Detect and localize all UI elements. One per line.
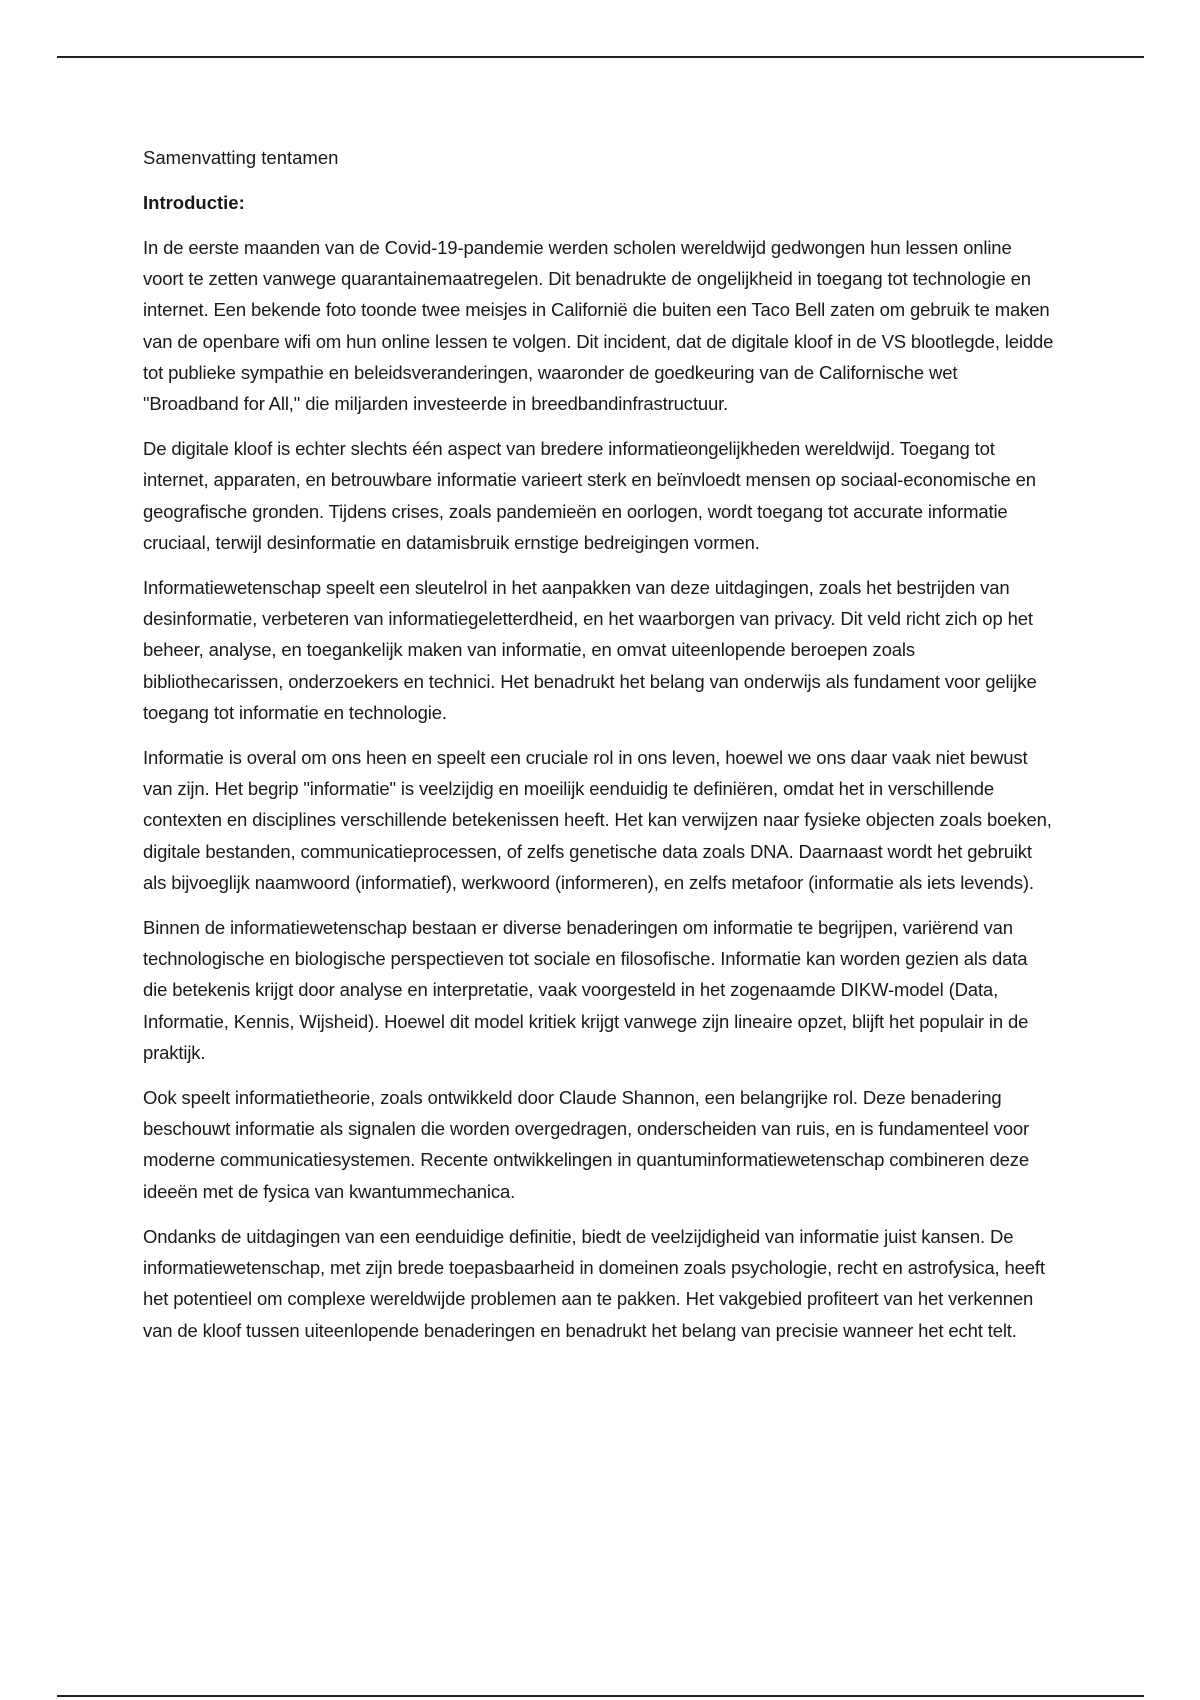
- paragraph-7: Ondanks de uitdagingen van een eenduidige definitie, biedt de veelzijdigheid van informatie juist kansen. De informatiewetenschap, met zijn brede toepasbaarheid in domeinen zoals psychologie, recht en astrofysica, heeft het potentieel om complexe wereldwijde problemen aan te pakken. Het vakgebied profiteert van het verkennen van de kloof tussen uiteenlopende benaderingen en benadrukt het belang van precisie wanneer het echt telt.: [143, 1225, 1045, 1341]
- page-bottom-border: [57, 1695, 1144, 1697]
- paragraph-4: Informatie is overal om ons heen en speelt een cruciale rol in ons leven, hoewel we ons daar vaak niet bewust van zijn. Het begrip "informatie" is veelzijdig en moeilijk eenduidig te definiëren, omdat het in verschillende contexten en disciplines verschillende betekenissen heeft. Het kan verwijzen naar fysieke objecten zoals boeken, digitale bestanden, communicatieprocessen, of zelfs genetische data zoals DNA. Daarnaast wordt het gebruikt als bijvoeglijk naamwoord (informatief), werkwoord (informeren), en zelfs metafoor (informatie als iets levends).: [143, 747, 1052, 893]
- paragraph-3: Informatiewetenschap speelt een sleutelrol in het aanpakken van deze uitdagingen, zoals het bestrijden van desinformatie, verbeteren van informatiegeletterdheid, en het waarborgen van privacy. Dit veld richt zich op het beheer, analyse, en toegankelijk maken van informatie, en omvat uiteenlopende beroepen zoals bibliothecarissen, onderzoekers en technici. Het benadrukt het belang van onderwijs als fundament voor gelijke toegang tot informatie en technologie.: [143, 577, 1037, 723]
- document-title: Samenvatting tentamen: [143, 147, 339, 168]
- page-top-border: [57, 56, 1144, 58]
- section-heading: Introductie:: [143, 192, 245, 213]
- paragraph-2: De digitale kloof is echter slechts één aspect van bredere informatieongelijkheden wereldwijd. Toegang tot internet, apparaten, en betrouwbare informatie varieert sterk en beïnvloedt mensen op sociaal-economische en geografische gronden. Tijdens crises, zoals pandemieën en oorlogen, wordt toegang tot accurate informatie cruciaal, terwijl desinformatie en datamisbruik ernstige bedreigingen vormen.: [143, 438, 1036, 553]
- document-body: [143, 142, 1055, 1360]
- paragraph-5: Binnen de informatiewetenschap bestaan er diverse benaderingen om informatie te begrijpen, variërend van technologische en biologische perspectieven tot sociale en filosofische. Informatie kan worden gezien als data die betekenis krijgt door analyse en interpretatie, vaak voorgesteld in het zogenaamde DIKW-model (Data, Informatie, Kennis, Wijsheid). Hoewel dit model kritiek krijgt vanwege zijn lineaire opzet, blijft het populair in de praktijk.: [143, 917, 1029, 1063]
- paragraph-6: Ook speelt informatietheorie, zoals ontwikkeld door Claude Shannon, een belangrijke rol. Deze benadering beschouwt informatie als signalen die worden overgedragen, onderscheiden van ruis, en is fundamenteel voor moderne communicatiesystemen. Recente ontwikkelingen in quantuminformatiewetenschap combineren deze ideeën met de fysica van kwantummechanica.: [143, 1087, 1030, 1202]
- paragraph-1: In de eerste maanden van de Covid-19-pandemie werden scholen wereldwijd gedwongen hun lessen online voort te zetten vanwege quarantainemaatregelen. Dit benadrukte de ongelijkheid in toegang tot technologie en internet. Een bekende foto toonde twee meisjes in Californië die buiten een Taco Bell zaten om gebruik te maken van de openbare wifi om hun online lessen te volgen. Dit incident, dat de digitale kloof in de VS blootlegde, leidde tot publieke sympathie en beleidsveranderingen, waaronder de goedkeuring van de Californische wet "Broadband for All," die miljarden investeerde in breedbandinfrastructuur.: [143, 237, 1054, 415]
